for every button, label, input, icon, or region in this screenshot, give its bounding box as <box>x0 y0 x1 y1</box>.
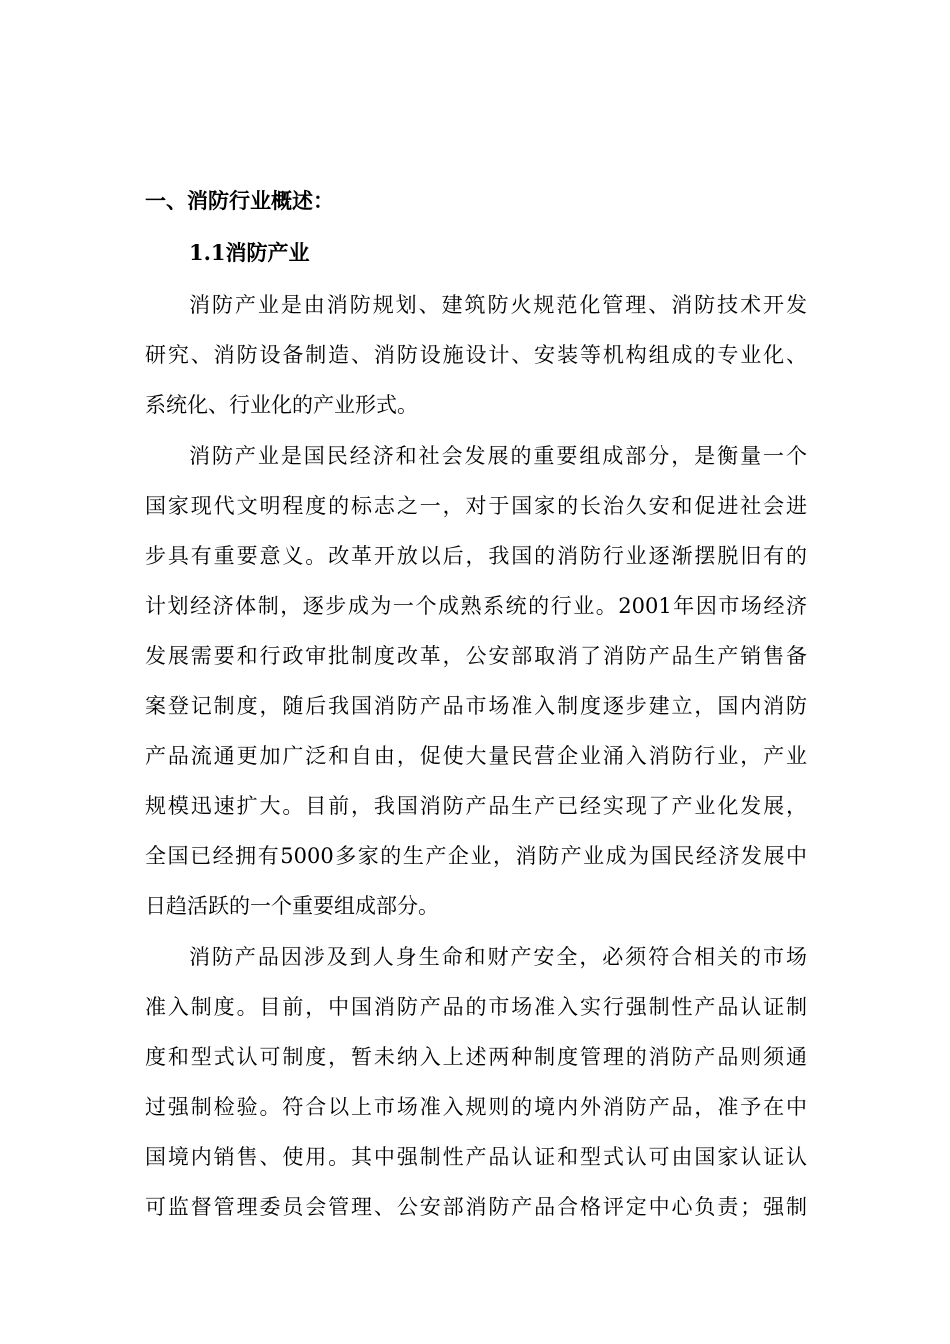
paragraph-line: 国境内销售、使用。其中强制性产品认证和型式认可由国家认证认 <box>145 1145 807 1169</box>
paragraph-line: 国家现代文明程度的标志之一，对于国家的长治久安和促进社会进 <box>145 494 807 518</box>
paragraph-line: 研究、消防设备制造、消防设施设计、安装等机构组成的专业化、 <box>145 343 807 367</box>
paragraph-line: 过强制检验。符合以上市场准入规则的境内外消防产品，准予在中 <box>145 1095 807 1119</box>
paragraph-3 <box>145 932 807 1232</box>
paragraph-line: 度和型式认可制度，暂未纳入上述两种制度管理的消防产品则须通 <box>145 1045 807 1069</box>
paragraph-line: 计划经济体制，逐步成为一个成熟系统的行业。2001年因市场经济 <box>145 594 807 618</box>
paragraph-line: 步具有重要意义。改革开放以后，我国的消防行业逐渐摆脱旧有的 <box>145 544 807 568</box>
paragraph-line: 发展需要和行政审批制度改革，公安部取消了消防产品生产销售备 <box>145 644 807 668</box>
document-page <box>145 178 807 1232</box>
paragraph-line: 日趋活跃的一个重要组成部分。 <box>145 894 439 918</box>
paragraph-line: 规模迅速扩大。目前，我国消防产品生产已经实现了产业化发展， <box>145 794 807 818</box>
paragraph-line: 系统化、行业化的产业形式。 <box>145 393 418 417</box>
paragraph-line: 消防产品因涉及到人身生命和财产安全，必须符合相关的市场 <box>189 945 807 969</box>
paragraph-line: 消防产业是由消防规划、建筑防火规范化管理、消防技术开发 <box>189 293 807 317</box>
paragraph-line: 全国已经拥有5000多家的生产企业，消防产业成为国民经济发展中 <box>145 844 807 868</box>
paragraph-line: 案登记制度，随后我国消防产品市场准入制度逐步建立，国内消防 <box>145 694 807 718</box>
paragraph-line: 产品流通更加广泛和自由，促使大量民营企业涌入消防行业，产业 <box>145 744 807 768</box>
paragraph-line: 可监督管理委员会管理、公安部消防产品合格评定中心负责；强制 <box>145 1195 807 1219</box>
paragraph-2 <box>145 431 807 931</box>
section-heading: 一、消防行业概述： <box>145 188 334 213</box>
paragraph-1 <box>145 280 807 430</box>
paragraph-line: 消防产业是国民经济和社会发展的重要组成部分，是衡量一个 <box>189 444 807 468</box>
subsection-heading: 1.1消防产业 <box>189 240 310 265</box>
paragraph-line: 准入制度。目前，中国消防产品的市场准入实行强制性产品认证制 <box>145 995 807 1019</box>
